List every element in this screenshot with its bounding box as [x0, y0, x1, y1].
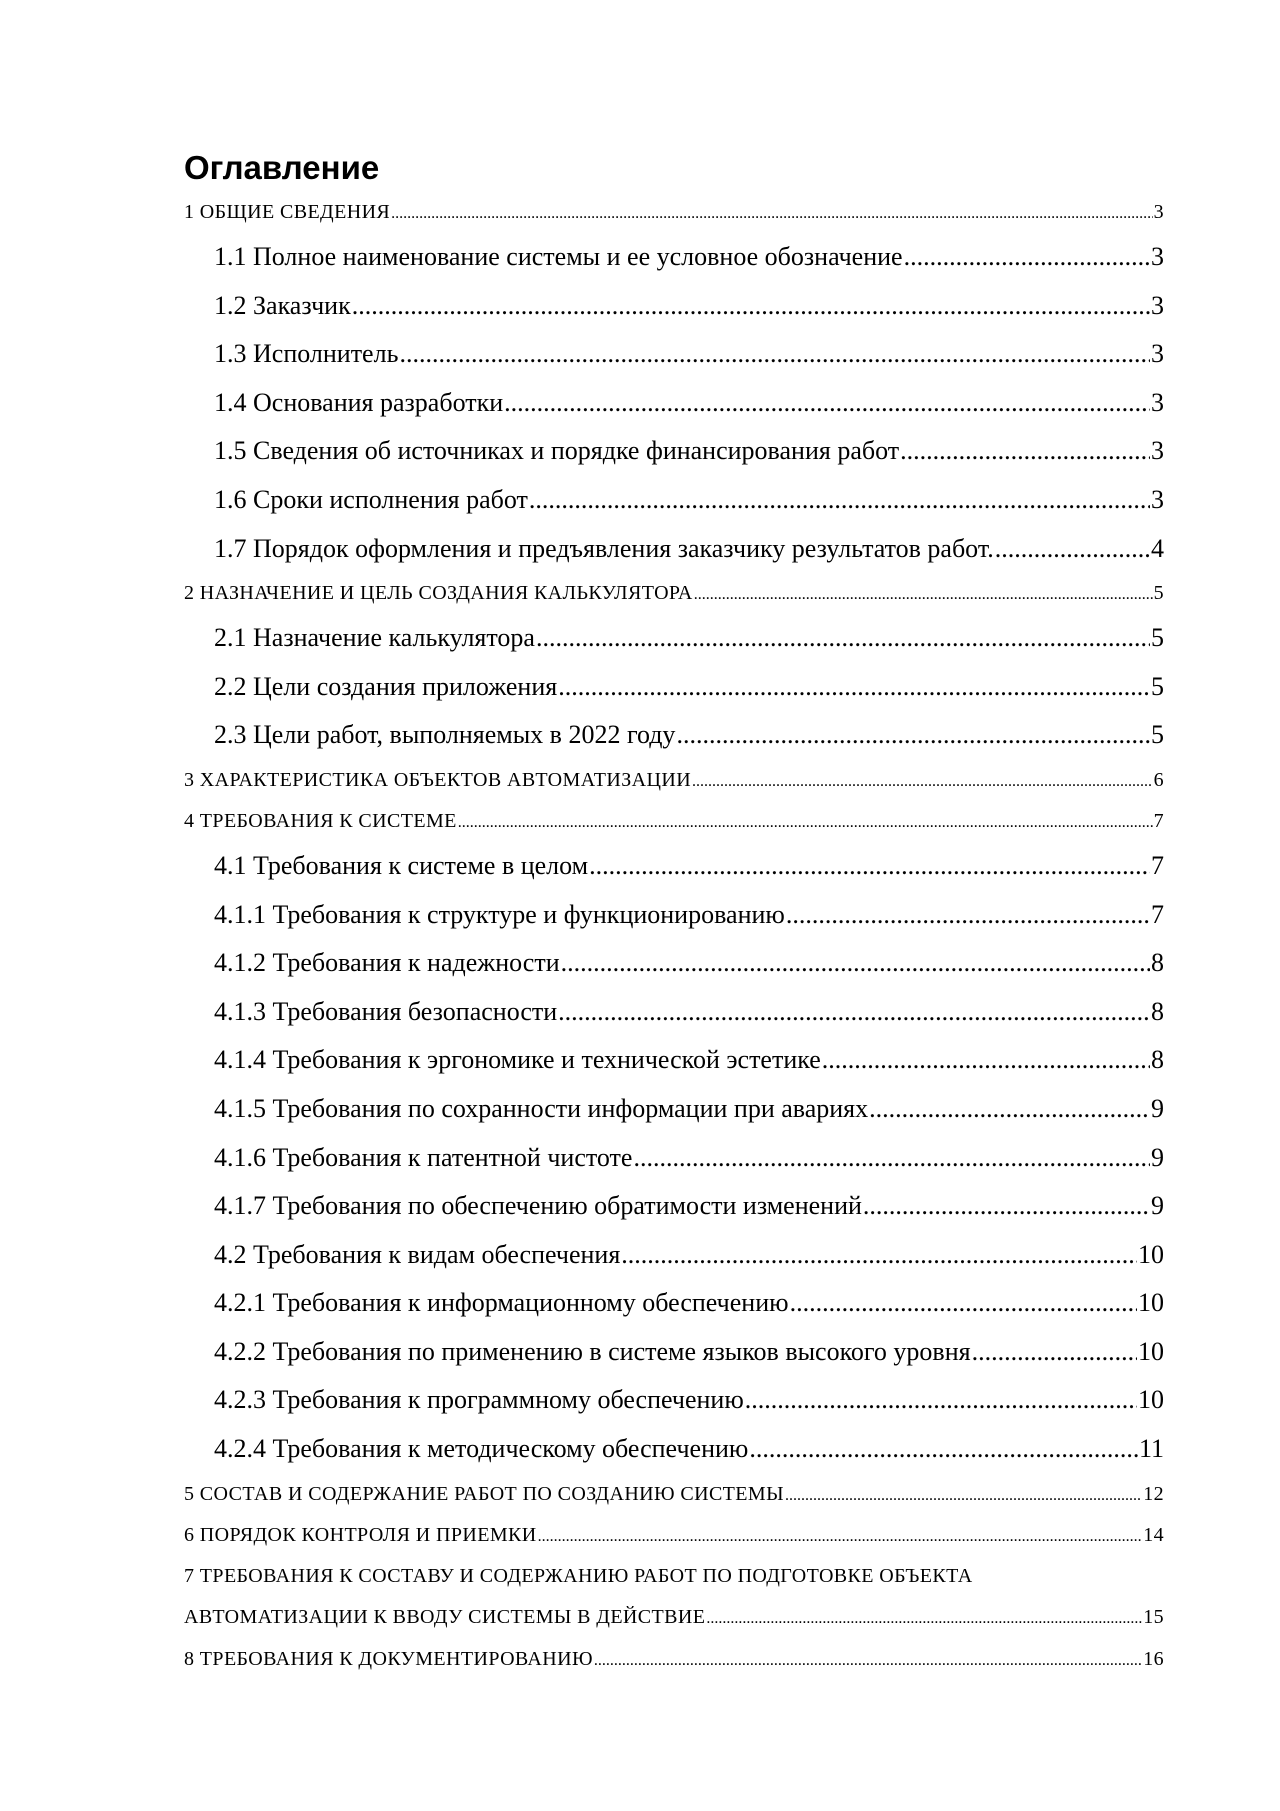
toc-entry-page: 11 — [1138, 1434, 1164, 1464]
dot-leader — [706, 1598, 1142, 1639]
toc-entry-text: 4.1.4 Требования к эргономике и технической эстетике — [214, 1045, 821, 1075]
toc-entry-page: 7 — [1151, 899, 1164, 929]
toc-entry-text: 8 ТРЕБОВАНИЯ К ДОКУМЕНТИРОВАНИЮ — [184, 1647, 593, 1670]
toc-entry-text: 4.1.5 Требования по сохранности информации при авариях — [214, 1093, 869, 1123]
toc-entry-4-2-1[interactable] — [184, 1279, 1164, 1328]
toc-entry-page: 4 — [1151, 533, 1164, 563]
dot-leader — [869, 1085, 1150, 1134]
toc-entry-4-1-3[interactable] — [184, 988, 1164, 1037]
toc-entry-1-5[interactable] — [184, 427, 1164, 476]
toc-entry-page: 10 — [1138, 1336, 1164, 1366]
toc-entry-text: 1.1 Полное наименование системы и ее условное обозначение — [214, 242, 903, 271]
toc-entry-1-3[interactable] — [184, 330, 1164, 379]
toc-entry-4-1-6[interactable] — [184, 1134, 1164, 1183]
toc-entry-1-6[interactable] — [184, 476, 1164, 525]
toc-entry-4-1-4[interactable] — [184, 1036, 1164, 1085]
toc-entry-1-4[interactable] — [184, 379, 1164, 428]
toc-entry-text: 1.2 Заказчик — [214, 290, 351, 320]
dot-leader — [749, 1425, 1138, 1474]
toc-entry-text: 4.1 Требования к системе в целом — [214, 850, 589, 880]
toc-entry-text: 4.2.4 Требования к методическому обеспечению — [214, 1434, 749, 1464]
toc-entry-text: 4.2.1 Требования к информационному обеспечению — [214, 1288, 789, 1318]
toc-entry-8[interactable] — [184, 1639, 1164, 1680]
dot-leader — [558, 663, 1150, 712]
dot-leader — [536, 614, 1150, 663]
toc-entry-text: 4.1.3 Требования безопасности — [214, 996, 558, 1026]
toc-entry-page: 8 — [1151, 996, 1164, 1026]
toc-entry-text: 4 ТРЕБОВАНИЯ К СИСТЕМЕ — [184, 809, 457, 832]
dot-leader — [558, 988, 1150, 1037]
toc-entry-page: 9 — [1151, 1093, 1164, 1123]
dot-leader — [561, 939, 1150, 988]
toc-entry-4-1[interactable] — [184, 842, 1164, 891]
toc-entry-page: 7 — [1151, 850, 1164, 880]
toc-entry-page: 12 — [1143, 1482, 1164, 1505]
toc-entry-text: 4.2 Требования к видам обеспечения — [214, 1239, 621, 1269]
toc-entry-page: 3 — [1151, 436, 1164, 466]
toc-entry-4-2-4[interactable] — [184, 1425, 1164, 1474]
dot-leader — [676, 711, 1150, 760]
toc-entry-page: 3 — [1151, 387, 1164, 417]
toc-list — [184, 192, 1164, 1680]
dot-leader — [786, 891, 1150, 940]
dot-leader — [790, 1279, 1137, 1328]
toc-entry-line — [184, 1556, 1164, 1597]
dot-leader — [633, 1134, 1150, 1183]
toc-entry-4-2-2[interactable] — [184, 1328, 1164, 1377]
toc-entry-text: 1.5 Сведения об источниках и порядке финансирования работ — [214, 436, 900, 466]
toc-entry-page: 3 — [1151, 242, 1164, 271]
dot-leader — [972, 1328, 1137, 1377]
toc-entry-page: 3 — [1151, 484, 1164, 514]
toc-entry-page: 9 — [1151, 1191, 1164, 1221]
dot-leader — [538, 1516, 1143, 1557]
toc-entry-text: 1 ОБЩИЕ СВЕДЕНИЯ — [184, 201, 391, 223]
toc-entry-line — [184, 1597, 1164, 1639]
toc-entry-3[interactable] — [184, 760, 1164, 801]
toc-entry-1-1[interactable] — [184, 233, 1164, 282]
toc-entry-1-7[interactable] — [184, 525, 1164, 574]
toc-entry-1-2[interactable] — [184, 282, 1164, 331]
dot-leader — [391, 193, 1152, 234]
dot-leader — [594, 1640, 1142, 1681]
toc-entry-text-line-1: 7 ТРЕБОВАНИЯ К СОСТАВУ И СОДЕРЖАНИЮ РАБОТ ПО ПОДГОТОВКЕ ОБЪЕКТА — [184, 1564, 973, 1587]
toc-entry-1[interactable] — [184, 192, 1164, 233]
toc-entry-page: 6 — [1153, 768, 1164, 791]
dot-leader — [863, 1182, 1150, 1231]
dot-leader — [504, 379, 1150, 428]
toc-entry-page: 8 — [1151, 1045, 1164, 1075]
toc-entry-page: 5 — [1151, 671, 1164, 701]
toc-entry-text: 1.6 Сроки исполнения работ — [214, 484, 528, 514]
toc-entry-2-3[interactable] — [184, 711, 1164, 760]
toc-entry-page: 5 — [1151, 720, 1164, 750]
toc-entry-4-1-1[interactable] — [184, 891, 1164, 940]
toc-entry-text: 1.3 Исполнитель — [214, 339, 399, 369]
toc-entry-page: 3 — [1151, 290, 1164, 320]
toc-entry-page: 3 — [1151, 339, 1164, 369]
toc-entry-4-1-7[interactable] — [184, 1182, 1164, 1231]
toc-entry-4-2-3[interactable] — [184, 1376, 1164, 1425]
toc-entry-4-1-5[interactable] — [184, 1085, 1164, 1134]
toc-entry-6[interactable] — [184, 1515, 1164, 1556]
toc-entry-page: 5 — [1153, 582, 1164, 605]
toc-entry-5[interactable] — [184, 1474, 1164, 1515]
toc-entry-4-2[interactable] — [184, 1231, 1164, 1280]
dot-leader — [822, 1036, 1150, 1085]
toc-entry-7[interactable] — [184, 1556, 1164, 1639]
toc-entry-2-2[interactable] — [184, 663, 1164, 712]
document-page — [184, 146, 1164, 1680]
dot-leader — [995, 525, 1150, 574]
toc-entry-text: 2.2 Цели создания приложения — [214, 671, 558, 701]
toc-entry-page: 7 — [1153, 809, 1164, 832]
toc-entry-page: 8 — [1151, 948, 1164, 978]
dot-leader — [692, 761, 1153, 802]
toc-entry-text: 6 ПОРЯДОК КОНТРОЛЯ И ПРИЕМКИ — [184, 1523, 537, 1546]
dot-leader — [399, 330, 1150, 379]
toc-entry-text: 2.1 Назначение калькулятора — [214, 623, 535, 653]
toc-entry-text: 5 СОСТАВ И СОДЕРЖАНИЕ РАБОТ ПО СОЗДАНИЮ СИСТЕМЫ — [184, 1482, 784, 1505]
toc-entry-2-1[interactable] — [184, 614, 1164, 663]
dot-leader — [352, 282, 1150, 331]
toc-entry-page: 15 — [1143, 1605, 1164, 1628]
toc-entry-text: 4.1.2 Требования к надежности — [214, 948, 560, 978]
toc-entry-text: 1.4 Основания разработки — [214, 387, 504, 417]
toc-entry-text: 3 ХАРАКТЕРИСТИКА ОБЪЕКТОВ АВТОМАТИЗАЦИИ — [184, 768, 692, 791]
dot-leader — [589, 842, 1150, 891]
dot-leader — [745, 1376, 1137, 1425]
toc-entry-page: 3 — [1153, 201, 1164, 223]
dot-leader — [900, 427, 1150, 476]
toc-entry-4-1-2[interactable] — [184, 939, 1164, 988]
toc-entry-text: 2 НАЗНАЧЕНИЕ И ЦЕЛЬ СОЗДАНИЯ КАЛЬКУЛЯТОРА — [184, 582, 693, 605]
toc-entry-page: 10 — [1138, 1239, 1164, 1269]
toc-entry-page: 9 — [1151, 1142, 1164, 1172]
toc-entry-text: 4.1.7 Требования по обеспечению обратимости изменений — [214, 1191, 862, 1221]
toc-entry-text: 4.2.2 Требования по применению в системе языков высокого уровня — [214, 1336, 971, 1366]
toc-entry-2[interactable] — [184, 573, 1164, 614]
toc-entry-page: 16 — [1143, 1647, 1164, 1670]
toc-entry-text: 1.7 Порядок оформления и предъявления заказчику результатов работ. — [214, 533, 994, 563]
toc-entry-page: 14 — [1143, 1523, 1164, 1546]
toc-entry-page: 10 — [1138, 1385, 1164, 1415]
dot-leader — [458, 802, 1153, 843]
toc-entry-4[interactable] — [184, 801, 1164, 842]
toc-title: Оглавление — [184, 149, 380, 186]
dot-leader — [621, 1231, 1137, 1280]
toc-entry-text: 2.3 Цели работ, выполняемых в 2022 году — [214, 720, 676, 750]
dot-leader — [785, 1475, 1142, 1516]
toc-entry-text: 4.2.3 Требования к программному обеспечению — [214, 1385, 744, 1415]
toc-entry-page: 5 — [1151, 623, 1164, 653]
toc-entry-text: 4.1.1 Требования к структуре и функционированию — [214, 899, 785, 929]
toc-entry-text: 4.1.6 Требования к патентной чистоте — [214, 1142, 633, 1172]
toc-entry-text-line-2: АВТОМАТИЗАЦИИ К ВВОДУ СИСТЕМЫ В ДЕЙСТВИЕ — [184, 1605, 706, 1628]
toc-entry-page: 10 — [1138, 1288, 1164, 1318]
dot-leader — [529, 476, 1150, 525]
dot-leader — [904, 233, 1150, 282]
dot-leader — [694, 574, 1153, 615]
